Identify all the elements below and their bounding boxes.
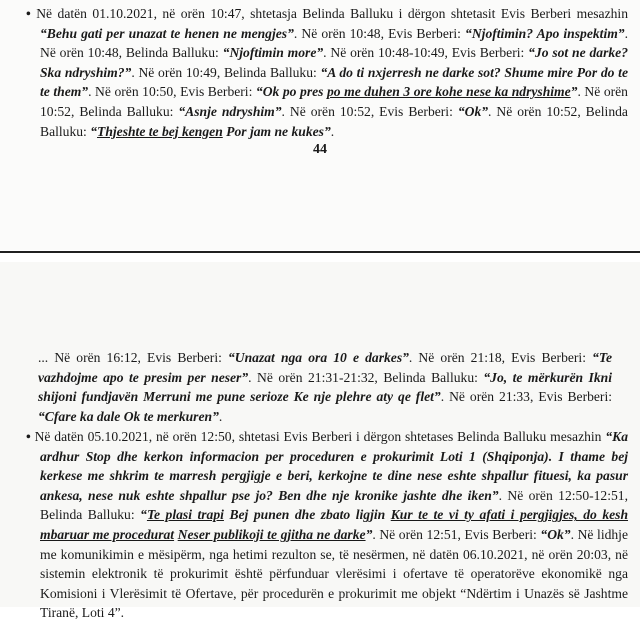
- quoted-message-underlined: Neser publikoji te gjitha ne darke: [177, 526, 366, 542]
- paragraph-continued: [38, 348, 612, 426]
- quoted-message: “Cfare ka dale Ok te merkuren”: [38, 408, 219, 424]
- quoted-message-underlined: Thjeshte te bej kengen: [97, 123, 223, 139]
- paragraph-text: [36, 6, 628, 139]
- text-run: .: [330, 123, 335, 139]
- quoted-message: “: [140, 507, 147, 523]
- quoted-message: “Te vazhdojme apo te presim per neser”: [38, 350, 612, 385]
- text-run: . Në orën 10:48, Belinda Balluku:: [40, 25, 628, 61]
- quoted-message-underlined: po me duhen 3 ore kohe nese ka ndryshime: [326, 84, 571, 100]
- text-run: . Në lidhje me komunikimin e mësipërm, nga hetimi rezulton se, të nesërmen, në datën 06.10.2021, në orën 20:03, në sistemin elektronik të prokurimit është përfunduar vlerësimi i ofertave të operatorëve ekonomikë nga Komisioni i Vlerësimit të Ofertave, për procedurën e prokurimit me objekt “Ndërtim i Unazës së Jashtme Tiranë, Loti 4”.: [40, 526, 628, 621]
- text-run: . Në orën 10:52, Evis Berberi:: [281, 103, 458, 119]
- text-run: . Në orën 10:50, Evis Berberi:: [88, 84, 256, 100]
- quoted-message: “Jo sot ne darke? Ska ndryshim?”: [40, 45, 628, 80]
- text-run: . Në orën 21:33, Evis Berberi:: [440, 389, 613, 405]
- text-run: ... Në orën 16:12, Evis Berberi:: [38, 350, 228, 365]
- quoted-message: “A do ti nxjerresh ne darke sot? Shume mire Por do te te them”: [40, 64, 628, 100]
- text-run: . Në orën 21:31-21:32, Belinda Balluku:: [248, 369, 484, 385]
- quoted-message: “Ka ardhur Stop dhe kerkon informacion per proceduren e prokurimit Loti 1 (Shqiponja). I thame bej kerkese me shkrim te marresh pergjigje e beri, kerkojne te dine nese eshte shpallur fituesi, ka pasur ankesa, nese nuk eshte shpallur pse jo? Ben dhe nje kronike jashte dhe iken”: [40, 429, 628, 503]
- quoted-message: “Ok po pres: [255, 84, 327, 100]
- quoted-message: Por jam ne kukes”: [222, 123, 331, 139]
- quoted-message: ”: [365, 526, 373, 542]
- quoted-message: “Unazat nga ora 10 e darkes”: [228, 350, 409, 365]
- quoted-message: Bej punen dhe zbato ligjin: [223, 507, 391, 523]
- paragraph-01-10-2021: [26, 4, 628, 141]
- quoted-message: “Ok”: [540, 526, 571, 542]
- quoted-message: “Njoftimin more”: [222, 45, 324, 61]
- page-number: 44: [313, 142, 327, 157]
- paragraph-text: [35, 429, 628, 620]
- quoted-message-underlined: Te plasi trapi: [146, 507, 224, 523]
- page-divider-top: [0, 251, 640, 253]
- bullet: •: [26, 6, 31, 21]
- bullet: •: [26, 429, 31, 444]
- quoted-message: “: [90, 123, 98, 139]
- text-run: . Në orën 10:48-10:49, Evis Berberi:: [323, 45, 529, 61]
- text-run: . Në orën 10:52, Belinda Balluku:: [40, 84, 628, 119]
- quoted-message: “Jo, te mërkurën Ikni shijoni fundjavën Merruni me pune serioze Ke nje plehre aty qe flet”: [38, 369, 612, 405]
- quoted-message: ”: [570, 84, 578, 100]
- text-run: . Në orën 10:48, Evis Berberi:: [293, 25, 466, 41]
- quoted-message: “Asnje ndryshim”: [178, 103, 282, 119]
- quoted-message: “Behu gati per unazat te henen ne mengjes”: [40, 25, 294, 41]
- text-run: .: [218, 408, 223, 424]
- quoted-message: “Ok”: [457, 103, 489, 119]
- paragraph-05-10-2021: [26, 427, 628, 623]
- text-run: . Në orën 21:18, Evis Berberi:: [408, 350, 593, 365]
- quoted-message: “Njoftimin? Apo inspektim”: [465, 25, 625, 41]
- text-run: . Në orën 12:50-12:51, Belinda Balluku:: [40, 487, 628, 523]
- text-run: Në datën 01.10.2021, në orën 10:47, shtetasja Belinda Balluku i dërgon shtetasit Evis Berberi mesazhin: [36, 6, 628, 21]
- text-run: Në datën 05.10.2021, në orën 12:50, shtetasi Evis Berberi i dërgon shtetases Belinda Balluku mesazhin: [34, 429, 606, 444]
- paragraph-text: [38, 350, 612, 424]
- text-run: . Në orën 12:51, Evis Berberi:: [372, 526, 541, 542]
- text-run: . Në orën 10:52, Belinda Balluku:: [40, 103, 628, 139]
- quoted-message-underlined: Kur te te vi ty afati i pergjigjes, do kesh mbaruar me procedurat: [40, 507, 629, 542]
- text-run: . Në orën 10:49, Belinda Balluku:: [131, 64, 321, 80]
